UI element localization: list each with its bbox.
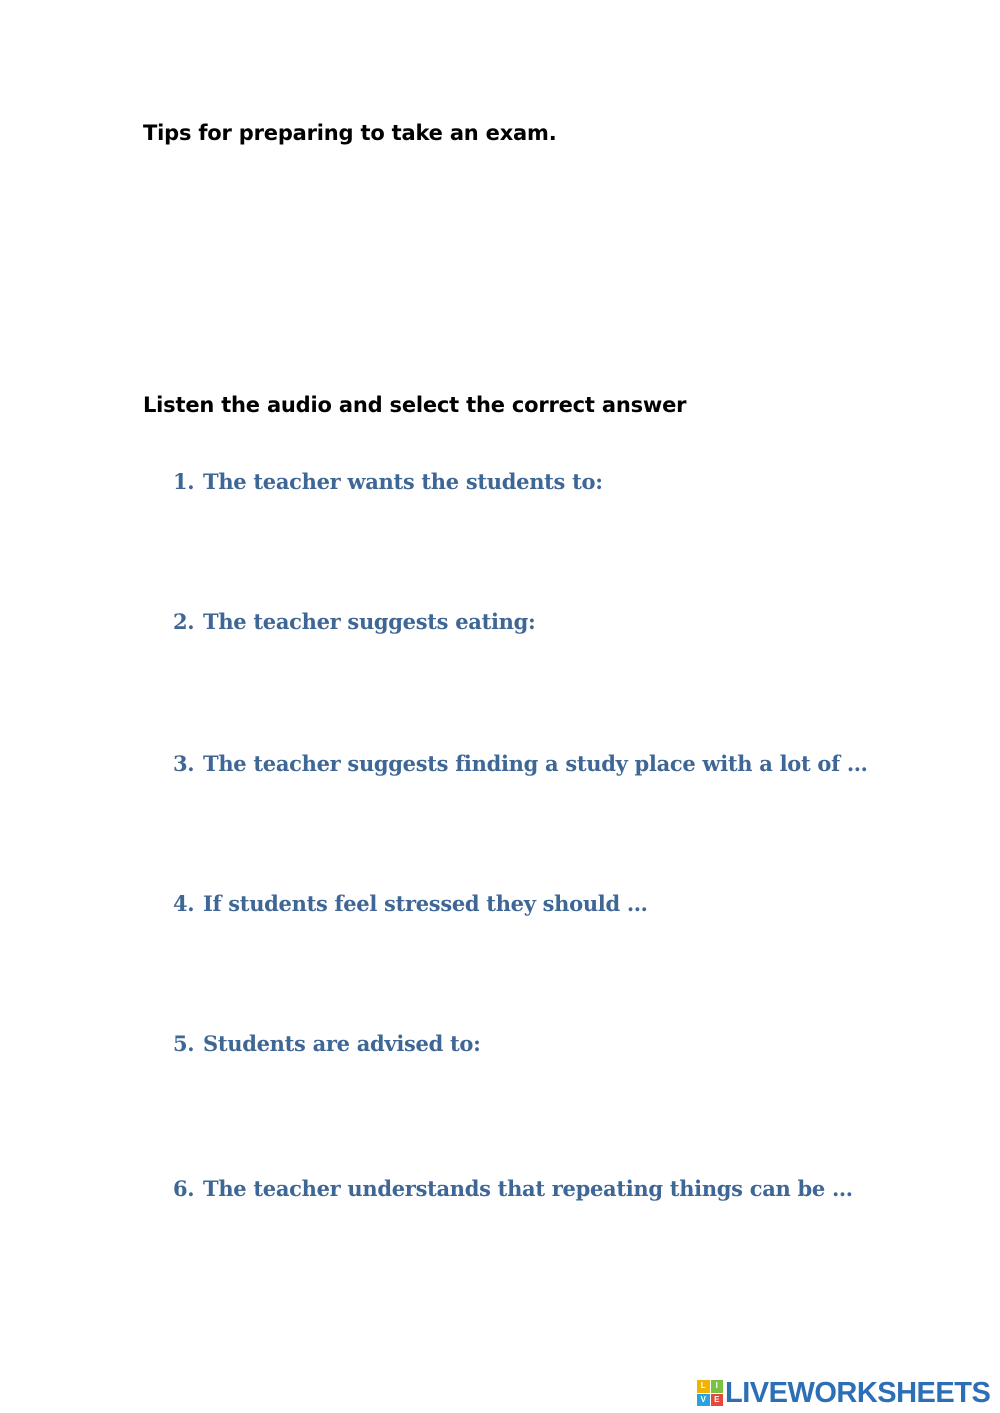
question-number: 1. bbox=[173, 469, 195, 494]
instruction-text: Listen the audio and select the correct answer bbox=[143, 393, 687, 417]
question-text: The teacher understands that repeating things can be … bbox=[203, 1176, 853, 1201]
question-text: Students are advised to: bbox=[203, 1031, 481, 1056]
question-3 bbox=[173, 751, 868, 776]
question-text: The teacher suggests finding a study place with a lot of … bbox=[203, 751, 868, 776]
liveworksheets-brand bbox=[697, 1377, 990, 1409]
question-6 bbox=[173, 1176, 853, 1201]
question-text: The teacher wants the students to: bbox=[203, 469, 603, 494]
question-1 bbox=[173, 469, 603, 494]
question-number: 2. bbox=[173, 609, 195, 634]
question-number: 5. bbox=[173, 1031, 195, 1056]
question-text: If students feel stressed they should … bbox=[203, 891, 648, 916]
question-5 bbox=[173, 1031, 481, 1056]
worksheet-title: Tips for preparing to take an exam. bbox=[143, 121, 557, 145]
question-number: 3. bbox=[173, 751, 195, 776]
liveworksheets-logo-icon: L I V E bbox=[697, 1380, 723, 1406]
brand-wordmark: LIVEWORKSHEETS bbox=[725, 1377, 991, 1409]
question-number: 4. bbox=[173, 891, 195, 916]
question-4 bbox=[173, 891, 648, 916]
question-number: 6. bbox=[173, 1176, 195, 1201]
question-2 bbox=[173, 609, 535, 634]
question-text: The teacher suggests eating: bbox=[203, 609, 536, 634]
